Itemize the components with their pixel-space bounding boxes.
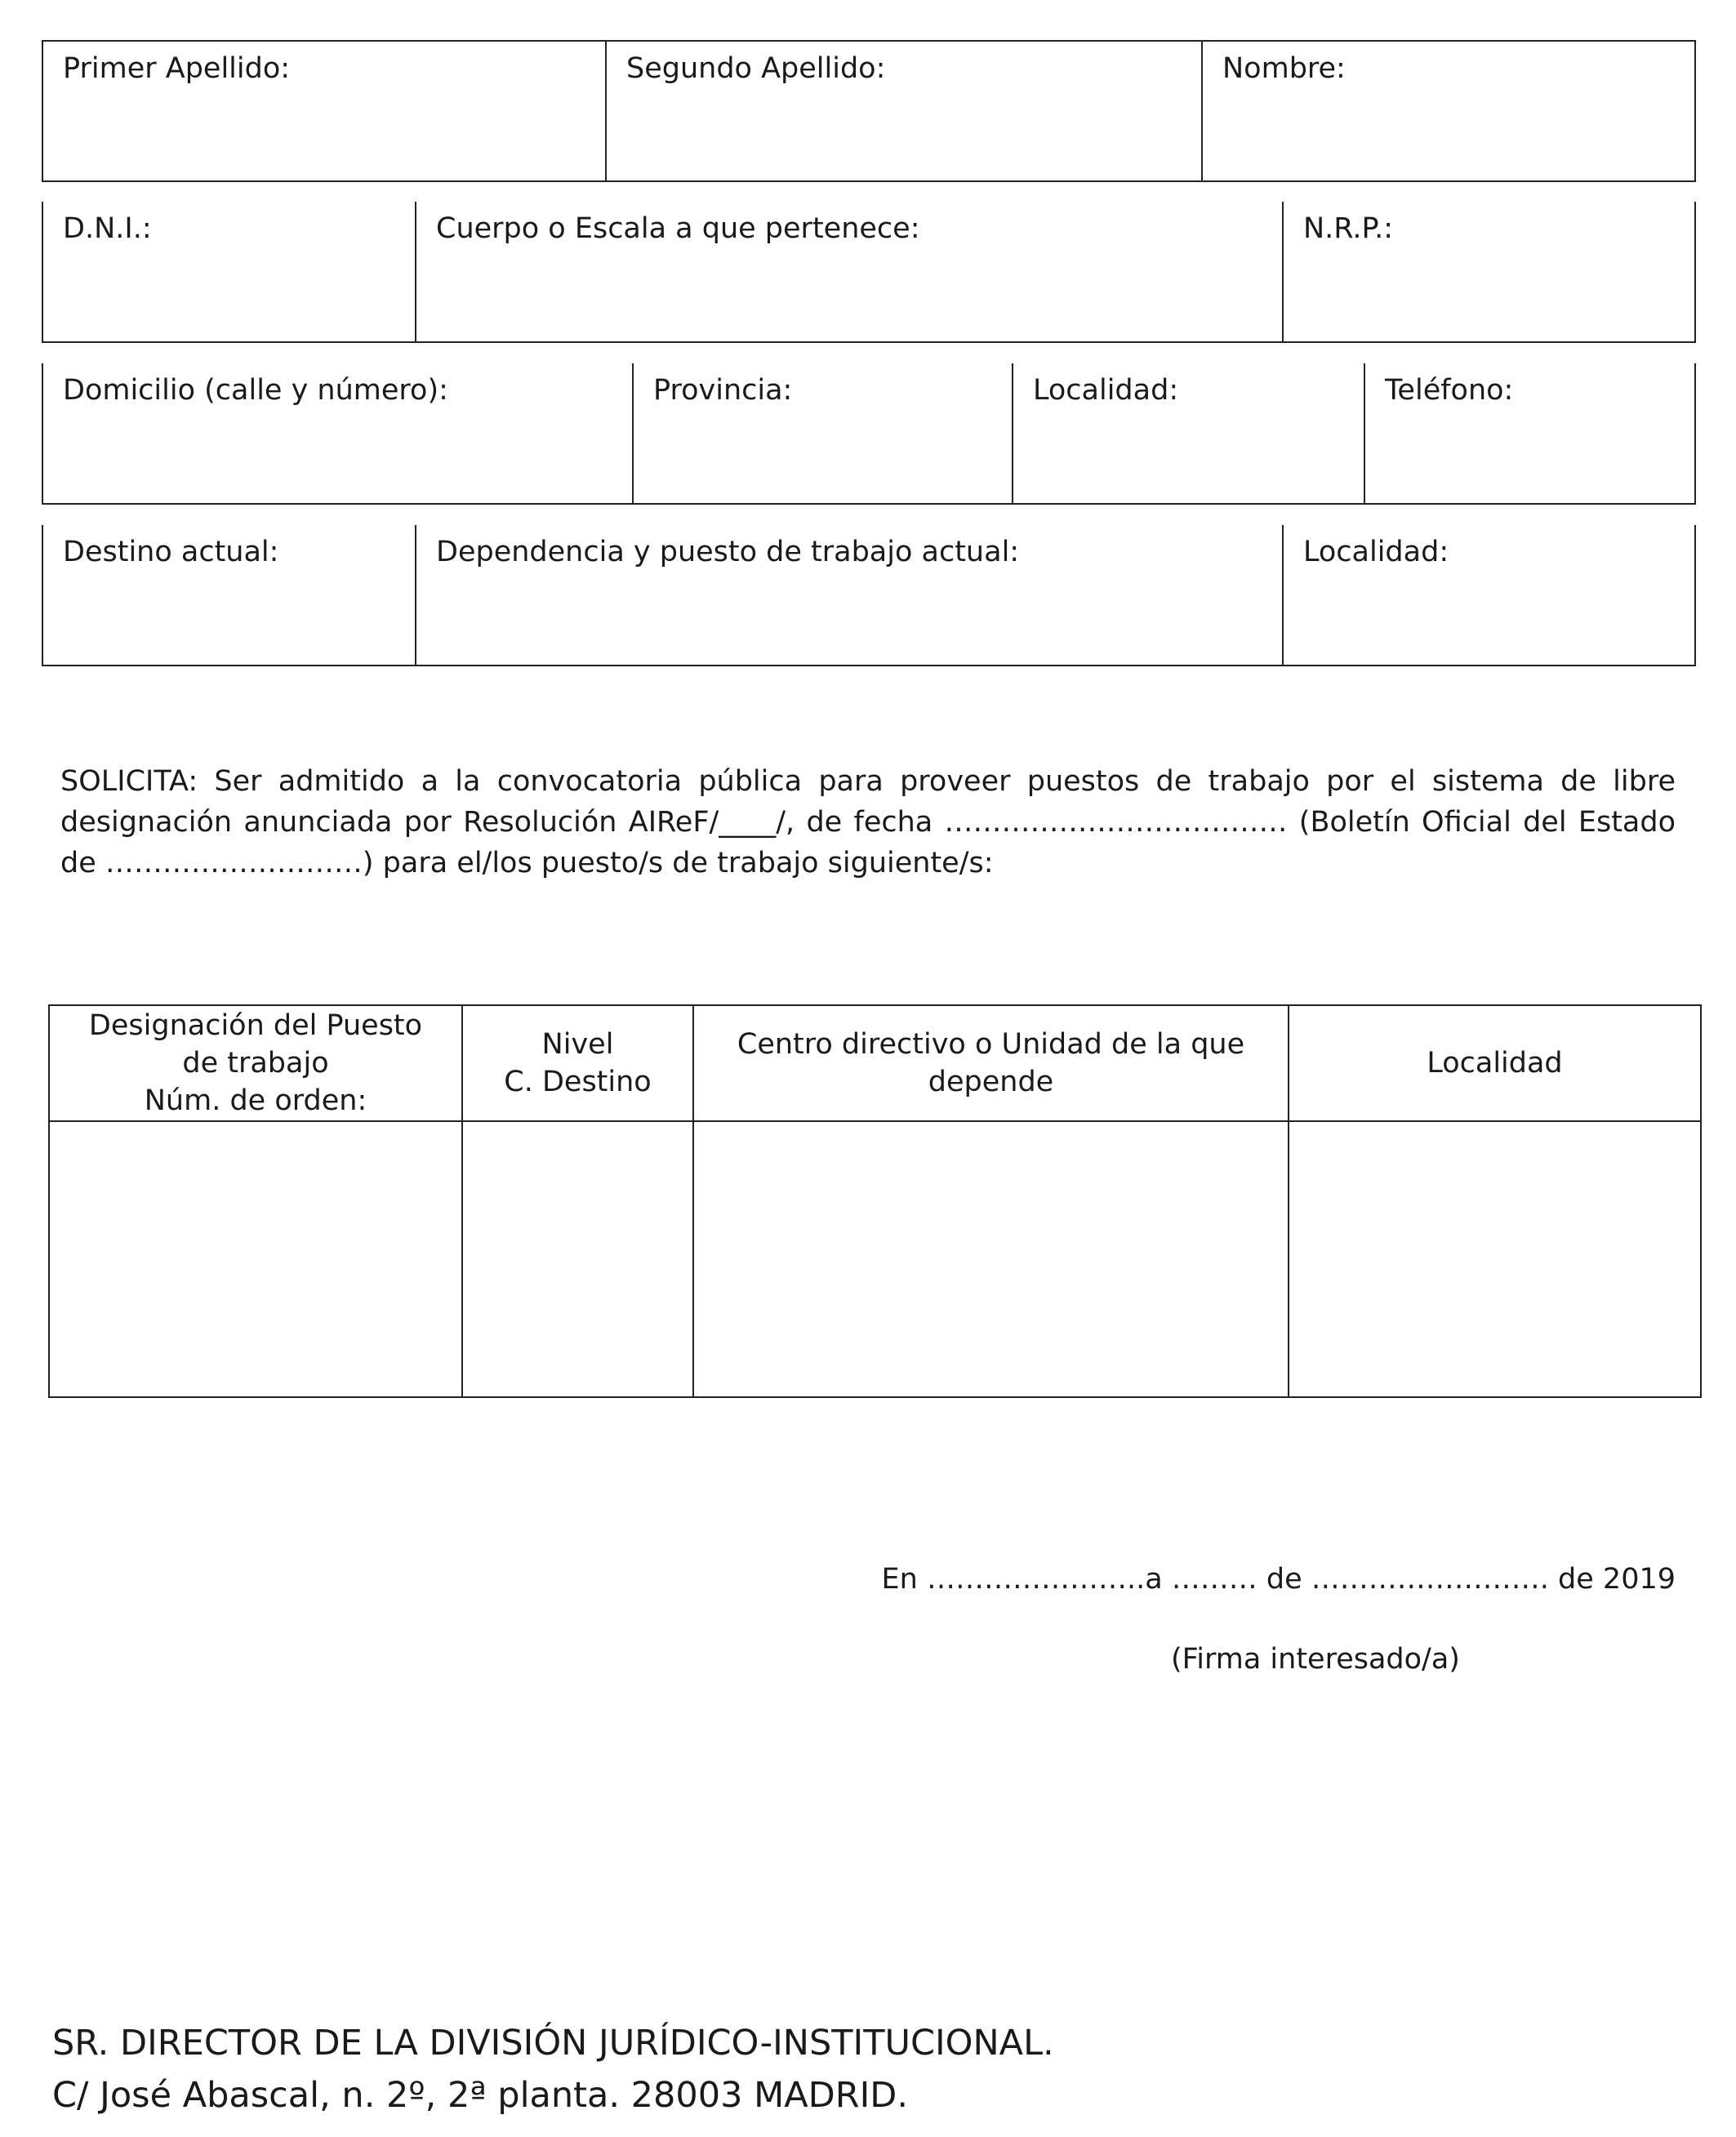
form-row-address [42,363,1695,504]
header-localidad: Localidad [1289,1005,1701,1121]
positions-header-row [49,1005,1701,1121]
addressee-address: C/ José Abascal, n. 2º, 2ª planta. 28003 MADRID. [52,2075,909,2116]
cell-centro-directivo[interactable] [693,1121,1289,1397]
table-row [49,1121,1701,1397]
applicant-data-grid-row4 [42,525,1696,666]
field-label: Teléfono: [1385,374,1514,407]
field-domicilio[interactable] [42,363,633,504]
field-dependencia-puesto[interactable] [416,525,1283,666]
field-label: Primer Apellido: [63,52,291,85]
cell-designacion[interactable] [49,1121,462,1397]
field-nrp[interactable] [1283,202,1695,342]
header-centro-directivo: Centro directivo o Unidad de la que depende [693,1005,1289,1121]
form-row-ids [42,202,1695,342]
field-destino-actual[interactable] [42,525,416,666]
addressee-title: SR. DIRECTOR DE LA DIVISIÓN JURÍDICO-INSTITUCIONAL. [52,2023,1054,2064]
field-label: Destino actual: [63,536,279,568]
field-label: Provincia: [653,374,793,407]
applicant-data-grid-row2 [42,202,1696,343]
field-label: Localidad: [1033,374,1179,407]
header-designacion: Designación del Puesto de trabajo Núm. de orden: [49,1005,462,1121]
addressee-block [52,2017,1054,2121]
form-row-names [42,41,1695,181]
signature-label: (Firma interesado/a) [1171,1643,1460,1676]
field-primer-apellido[interactable] [42,41,606,181]
field-localidad-destino[interactable] [1283,525,1695,666]
cell-localidad[interactable] [1289,1121,1701,1397]
field-label: Segundo Apellido: [626,52,886,85]
field-label: Dependencia y puesto de trabajo actual: [436,536,1020,568]
form-row-destino [42,525,1695,666]
field-label: Cuerpo o Escala a que pertenece: [436,212,920,245]
field-localidad[interactable] [1013,363,1364,504]
applicant-data-grid-row3 [42,363,1696,505]
field-telefono[interactable] [1364,363,1695,504]
positions-table [48,1004,1702,1398]
field-provincia[interactable] [633,363,1013,504]
header-nivel: Nivel C. Destino [462,1005,693,1121]
cell-nivel[interactable] [462,1121,693,1397]
field-label: Localidad: [1303,536,1449,568]
field-label: Domicilio (calle y número): [63,374,448,407]
field-segundo-apellido[interactable] [606,41,1202,181]
request-paragraph: SOLICITA: Ser admitido a la convocatoria pública para proveer puestos de trabajo por el sistema de libre designación anunciada por Resolución AIReF/____/, de fecha ……………………………… (Boletín Oficial del Estado de ………………………) para el/los puesto/s de trabajo siguiente/s: [60,765,1676,879]
field-label: N.R.P.: [1303,212,1394,245]
applicant-data-grid [42,40,1696,182]
field-cuerpo-escala[interactable] [416,202,1283,342]
field-label: D.N.I.: [63,212,152,245]
field-label: Nombre: [1222,52,1346,85]
field-nombre[interactable] [1202,41,1695,181]
field-dni[interactable] [42,202,416,342]
date-line: En …………………..a ……… de ……………………. de 2019 [881,1563,1676,1596]
